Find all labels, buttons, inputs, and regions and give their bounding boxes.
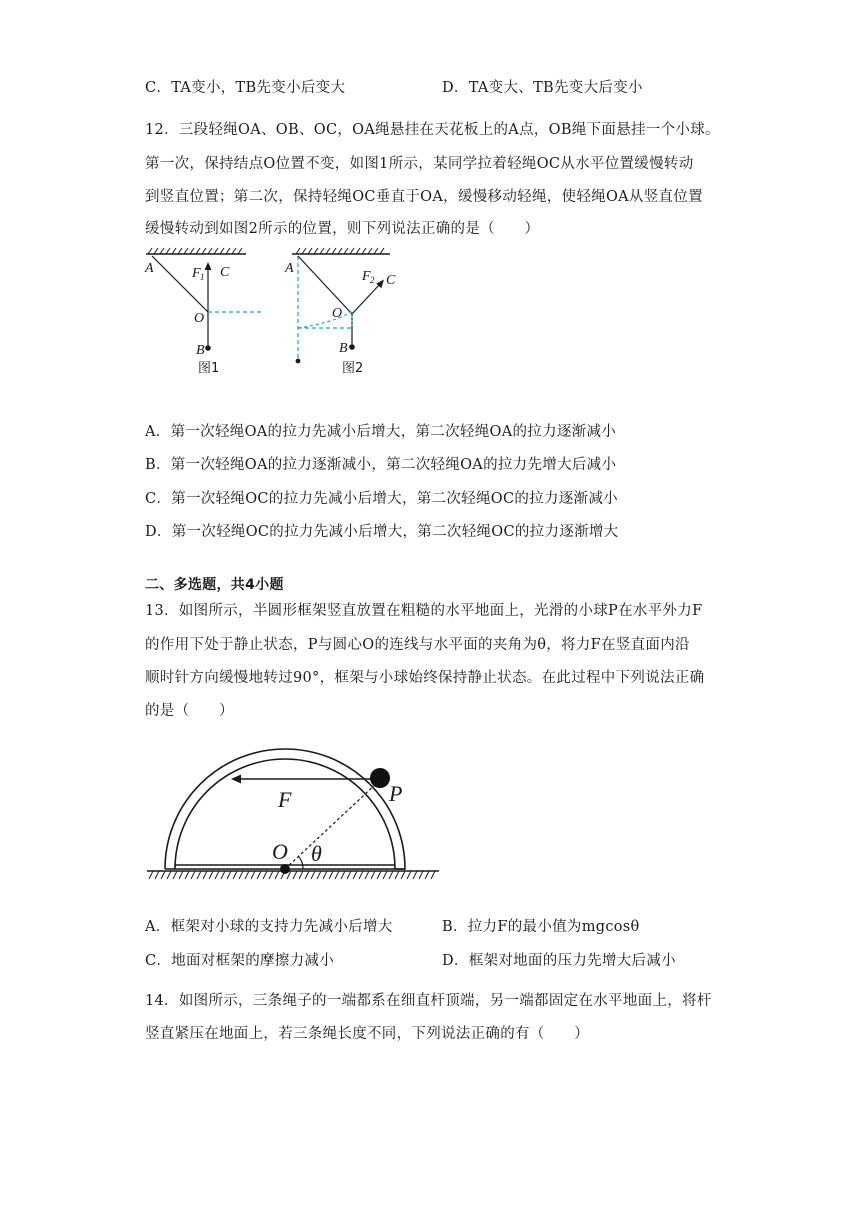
q12-figure-1 [140, 248, 270, 378]
rope-oa-2 [298, 256, 352, 314]
label-f-1: F [192, 266, 201, 281]
q12-figure-2 [284, 248, 414, 378]
q13-stem-line-1: 13．如图所示，半圆形框架竖直放置在粗糙的水平地面上，光滑的小球P在水平外力F [145, 603, 703, 619]
label-o: O [272, 839, 288, 864]
q12-stem-line-2: 第一次，保持结点O位置不变，如图1所示，某同学拉着轻绳OC从水平位置缓慢转动 [145, 156, 694, 172]
q13-option-d: D．框架对地面的压力先增大后减小 [442, 953, 676, 969]
label-p: P [389, 781, 403, 806]
q13-stem-line-3: 顺时针方向缓慢地转过90°，框架与小球始终保持静止状态。在此过程中下列说法正确 [145, 670, 705, 686]
q12-stem-line-4: 缓慢转动到如图2所示的位置，则下列说法正确的是（ ） [145, 221, 540, 237]
label-c-1: C [220, 265, 230, 280]
q12-option-a: A．第一次轻绳OA的拉力先减小后增大，第二次轻绳OA的拉力逐渐减小 [145, 424, 617, 440]
label-c-2: C [386, 273, 396, 288]
ceiling-hatch-2 [292, 248, 390, 254]
ball-b-1 [205, 345, 211, 351]
q13-option-a: A．框架对小球的支持力先减小后增大 [145, 919, 393, 935]
ball-b-2 [349, 344, 355, 350]
label-a-1: A [145, 261, 154, 276]
q12-stem-line-3: 到竖直位置；第二次，保持轻绳OC垂直于OA，缓慢移动轻绳，使轻绳OA从竖直位置 [145, 189, 703, 205]
angle-arc [298, 856, 303, 869]
label-f-2: F [362, 269, 371, 284]
label-o-1: O [194, 311, 205, 326]
label-theta: θ [311, 841, 322, 866]
figure-2-caption: 图2 [342, 361, 364, 376]
q13-stem-line-2: 的作用下处于静止状态，P与圆心O的连线与水平面的夹角为θ，将力F在竖直面内沿 [145, 637, 690, 653]
label-f-sub-1: 1 [200, 272, 205, 282]
figure-1-caption: 图1 [198, 361, 220, 376]
q13-option-b: B．拉力F的最小值为mgcosθ [442, 919, 640, 935]
ball-original-2 [296, 359, 301, 364]
rope-oa-1 [152, 256, 208, 312]
rope-oc-2 [352, 284, 380, 314]
q11-option-c: C．TA变小，TB先变小后变大 [145, 80, 346, 96]
q12-option-d: D．第一次轻绳OC的拉力先减小后增大，第二次轻绳OC的拉力逐渐增大 [145, 524, 619, 540]
q13-option-c: C．地面对框架的摩擦力减小 [145, 953, 334, 969]
q12-stem-line-1: 12．三段轻绳OA、OB、OC，OA绳悬挂在天花板上的A点，OB绳下面悬挂一个小球。 [145, 122, 720, 138]
arc-dashed-path-2 [298, 312, 352, 328]
label-b-1: B [196, 343, 205, 358]
ground-hatch [149, 871, 435, 879]
q11-option-d: D．TA变大、TB先变大后变小 [442, 80, 643, 96]
label-a-2: A [285, 261, 294, 276]
q14-stem-line-1: 14．如图所示，三条绳子的一端都系在细直杆顶端，另一端都固定在水平地面上，将杆 [145, 993, 712, 1009]
center-o [280, 864, 290, 874]
label-f-sub-2: 2 [370, 275, 375, 285]
q12-option-b: B．第一次轻绳OA的拉力逐渐减小，第二次轻绳OA的拉力先增大后减小 [145, 457, 617, 473]
label-f: F [278, 787, 292, 812]
ball-p [370, 768, 390, 788]
q14-stem-line-2: 竖直紧压在地面上，若三条绳长度不同，下列说法正确的有（ ） [145, 1026, 589, 1042]
ceiling-hatch-1 [146, 248, 246, 254]
q12-option-c: C．第一次轻绳OC的拉力先减小后增大，第二次轻绳OC的拉力逐渐减小 [145, 491, 618, 507]
q13-stem-line-4: 的是（ ） [145, 703, 234, 719]
label-o-2: O [332, 306, 343, 321]
q13-figure [145, 735, 445, 890]
label-b-2: B [339, 341, 348, 356]
section-title: 二、多选题，共4小题 [145, 577, 284, 593]
